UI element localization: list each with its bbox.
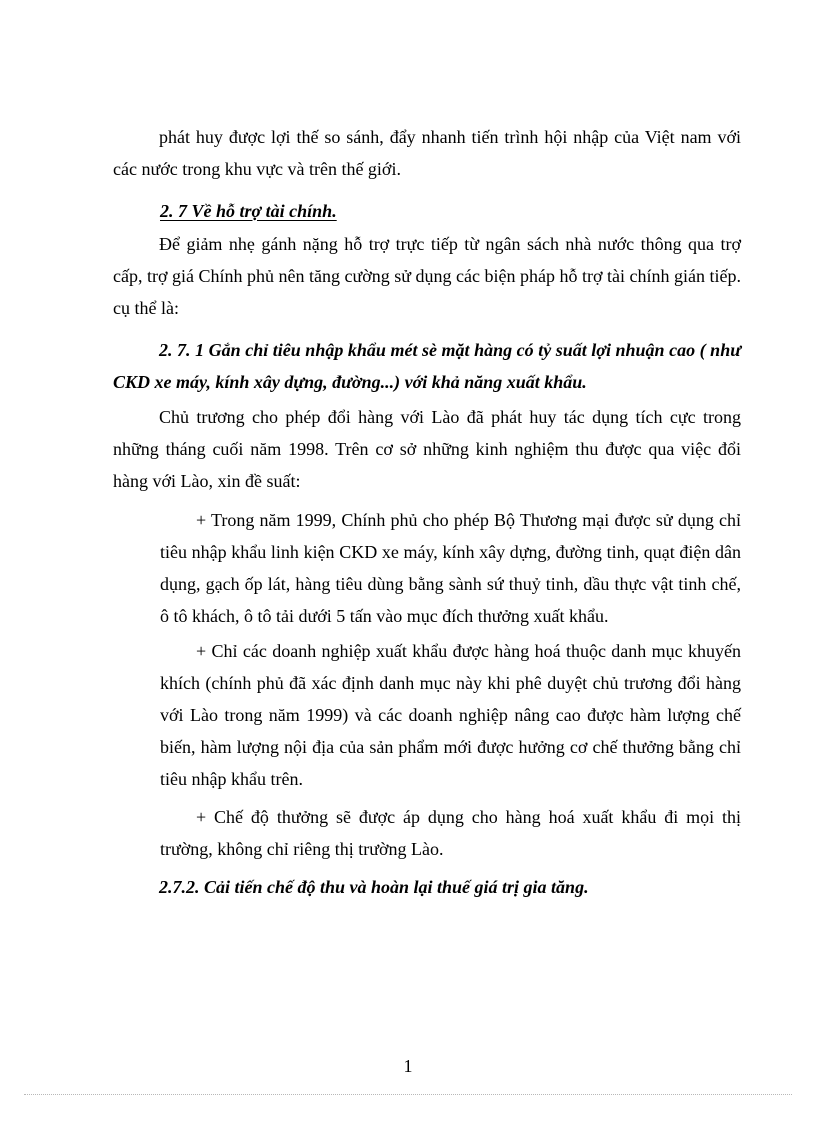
bullet-item: + Chỉ các doanh nghiệp xuất khẩu được hàng hoá thuộc danh mục khuyến khích (chính phủ đã xác định danh mục này khi phê duyệt chủ trương đổi hàng với Lào trong năm 1999) và các doanh nghiệp nâng cao được hàm lượng chế biến, hàm lượng nội địa của sản phẩm mới được hưởng cơ chế thưởng bằng chỉ tiêu nhập khẩu trên. — [160, 641, 741, 789]
section-heading: 2. 7 Về hỗ trợ tài chính. — [160, 201, 337, 221]
footer-divider — [24, 1094, 792, 1095]
continuation-paragraph: phát huy được lợi thế so sánh, đẩy nhanh tiến trình hội nhập của Việt nam với các nước trong khu vực và trên thế giới. — [113, 127, 741, 179]
page-number: 1 — [403, 1056, 413, 1076]
subheading-2-7-2: 2.7.2. Cải tiến chế độ thu và hoàn lại thuế giá trị gia tăng. — [159, 877, 589, 897]
intro-paragraph: Để giảm nhẹ gánh nặng hỗ trợ trực tiếp từ ngân sách nhà nước thông qua trợ cấp, trợ giá Chính phủ nên tăng cường sử dụng các biện pháp hỗ trợ tài chính gián tiếp. cụ thể là: — [113, 234, 741, 318]
body-paragraph: Chủ trương cho phép đổi hàng với Lào đã phát huy tác dụng tích cực trong những tháng cuối năm 1998. Trên cơ sở những kinh nghiệm thu được qua việc đổi hàng với Lào, xin đề suất: — [113, 407, 741, 491]
subheading-2-7-1: 2. 7. 1 Gắn chỉ tiêu nhập khẩu mét sè mặt hàng có tỷ suất lợi nhuận cao ( như CKD xe máy, kính xây dựng, đường...) với khả năng xuất khẩu. — [113, 340, 741, 392]
bullet-item: + Chế độ thưởng sẽ được áp dụng cho hàng hoá xuất khẩu đi mọi thị trường, không chỉ riêng thị trường Lào. — [160, 807, 741, 859]
bullet-item: + Trong năm 1999, Chính phủ cho phép Bộ Thương mại được sử dụng chỉ tiêu nhập khẩu linh kiện CKD xe máy, kính xây dựng, đường tinh, quạt điện dân dụng, gạch ốp lát, hàng tiêu dùng bằng sành sứ thuỷ tinh, dầu thực vật tinh chế, ô tô khách, ô tô tải dưới 5 tấn vào mục đích thưởng xuất khẩu. — [160, 510, 741, 626]
